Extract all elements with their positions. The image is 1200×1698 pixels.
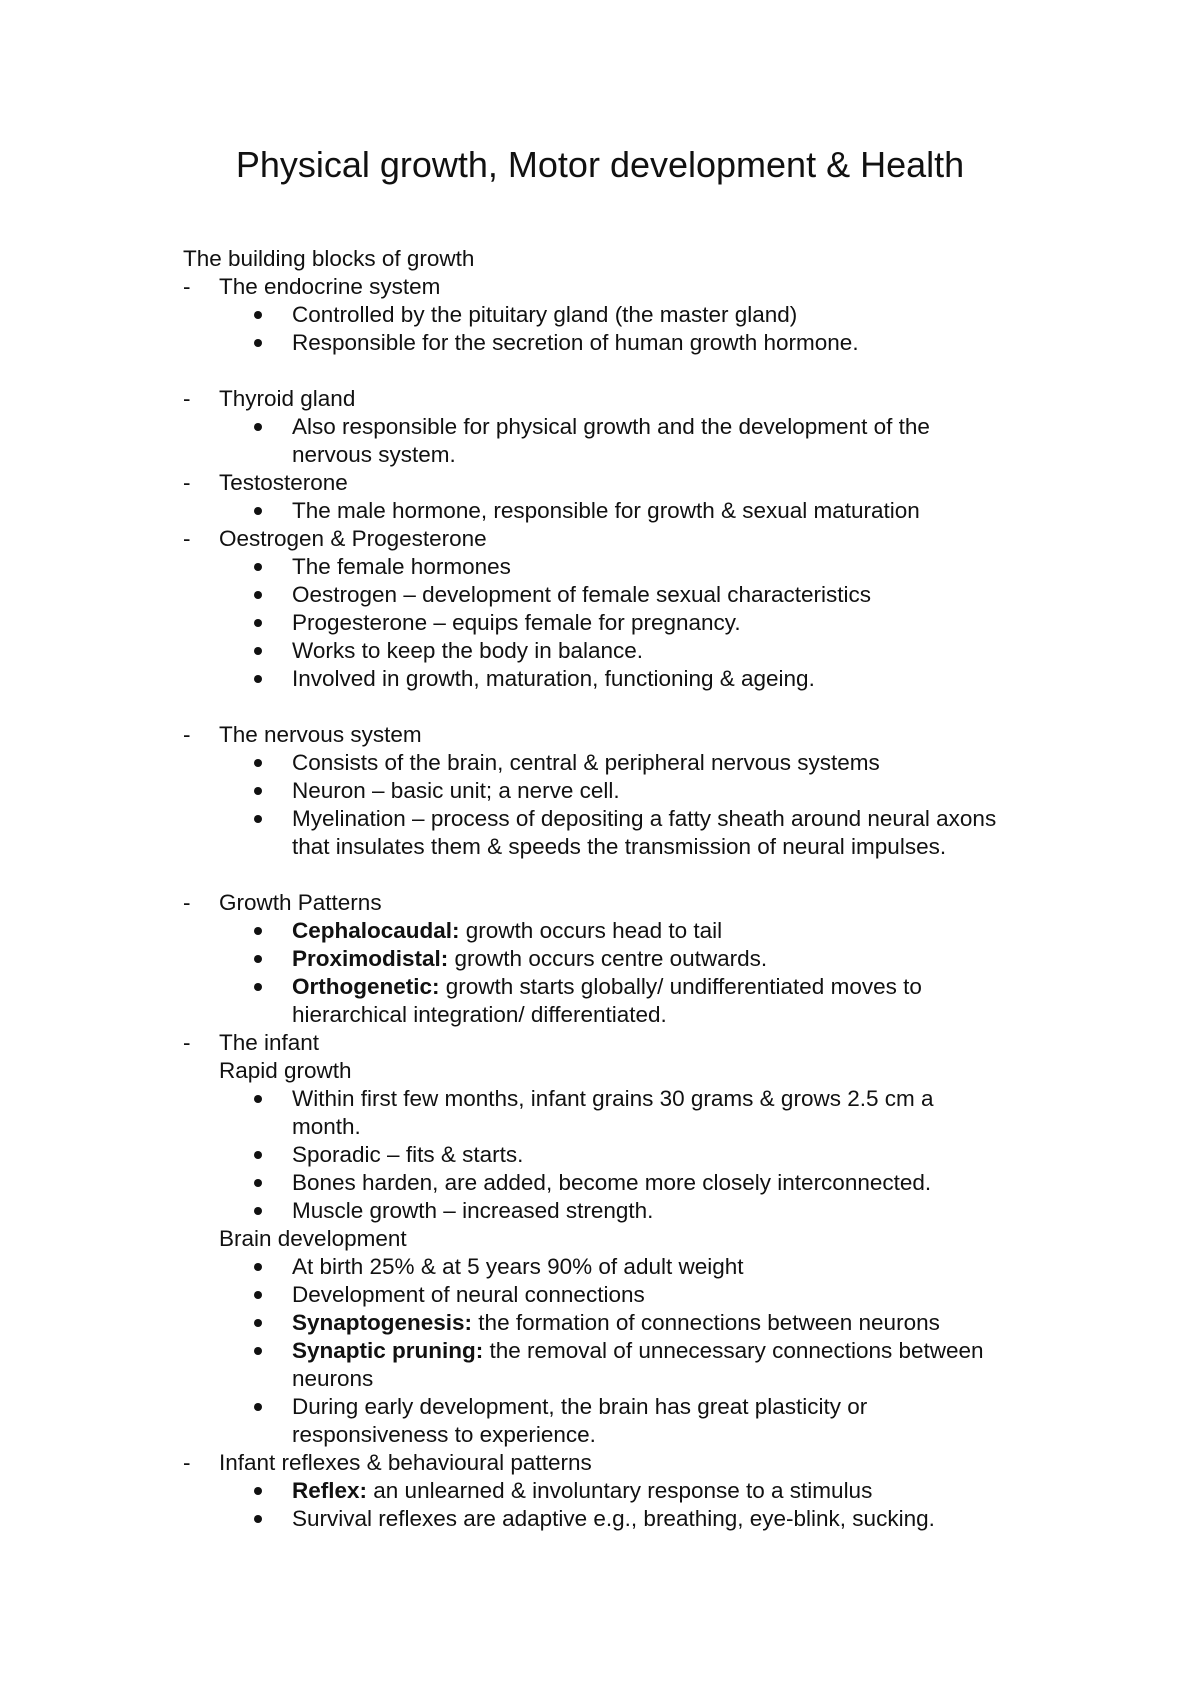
list-item: Also responsible for physical growth and the development of the [292, 414, 930, 439]
bullet-icon [254, 1291, 262, 1299]
definition: growth occurs head to tail [459, 918, 723, 943]
bullet-icon [254, 1347, 262, 1355]
bullet-icon [254, 1179, 262, 1187]
list-item: Muscle growth – increased strength. [292, 1198, 654, 1223]
definition: growth occurs centre outwards. [448, 946, 768, 971]
list-item: Oestrogen – development of female sexual characteristics [292, 582, 872, 607]
topic-infant-reflexes: Infant reflexes & behavioural patterns [219, 1450, 592, 1475]
list-item: The male hormone, responsible for growth & sexual maturation [292, 498, 920, 523]
topic-endocrine: The endocrine system [219, 274, 441, 299]
bullet-icon [254, 927, 262, 935]
list-item-continuation: neurons [292, 1366, 374, 1391]
bullet-icon [254, 1095, 262, 1103]
dash-marker: - [183, 890, 191, 915]
list-item [292, 945, 767, 973]
term: Synaptic pruning: [292, 1338, 484, 1363]
bullet-icon [254, 423, 262, 431]
bullet-icon [254, 507, 262, 515]
term: Orthogenetic: [292, 974, 440, 999]
bullet-icon [254, 311, 262, 319]
list-item [292, 973, 922, 1001]
bullet-icon [254, 647, 262, 655]
definition: the removal of unnecessary connections between [483, 1338, 984, 1363]
definition: an unlearned & involuntary response to a stimulus [367, 1478, 873, 1503]
bullet-icon [254, 1263, 262, 1271]
bullet-icon [254, 1403, 262, 1411]
list-item-continuation: hierarchical integration/ differentiated. [292, 1002, 667, 1027]
page-title: Physical growth, Motor development & Health [235, 144, 965, 185]
list-item [292, 1337, 984, 1365]
dash-marker: - [183, 722, 191, 747]
bullet-icon [254, 591, 262, 599]
list-item: At birth 25% & at 5 years 90% of adult weight [292, 1254, 744, 1279]
list-item: Involved in growth, maturation, functioning & ageing. [292, 666, 815, 691]
term: Proximodistal: [292, 946, 449, 971]
list-item [292, 917, 722, 945]
dash-marker: - [183, 470, 191, 495]
definition: the formation of connections between neurons [472, 1310, 940, 1335]
list-item [292, 1477, 872, 1505]
list-item: Consists of the brain, central & peripheral nervous systems [292, 750, 880, 775]
topic-testosterone: Testosterone [219, 470, 348, 495]
term: Cephalocaudal: [292, 918, 460, 943]
section-heading: The building blocks of growth [183, 246, 475, 271]
list-item: Controlled by the pituitary gland (the master gland) [292, 302, 798, 327]
bullet-icon [254, 1487, 262, 1495]
dash-marker: - [183, 274, 191, 299]
list-item: Works to keep the body in balance. [292, 638, 644, 663]
subheading-brain-development: Brain development [219, 1226, 407, 1251]
term: Reflex: [292, 1478, 368, 1503]
bullet-icon [254, 955, 262, 963]
list-item: Responsible for the secretion of human growth hormone. [292, 330, 859, 355]
bullet-icon [254, 563, 262, 571]
subheading-rapid-growth: Rapid growth [219, 1058, 352, 1083]
dash-marker: - [183, 526, 191, 551]
list-item: Survival reflexes are adaptive e.g., breathing, eye-blink, sucking. [292, 1506, 935, 1531]
list-item: Bones harden, are added, become more closely interconnected. [292, 1170, 932, 1195]
list-item: Myelination – process of depositing a fatty sheath around neural axons [292, 806, 997, 831]
bullet-icon [254, 983, 262, 991]
dash-marker: - [183, 1030, 191, 1055]
term: Synaptogenesis: [292, 1310, 473, 1335]
bullet-icon [254, 339, 262, 347]
list-item: Progesterone – equips female for pregnancy. [292, 610, 741, 635]
list-item-continuation: responsiveness to experience. [292, 1422, 596, 1447]
topic-growth-patterns: Growth Patterns [219, 890, 382, 915]
bullet-icon [254, 1319, 262, 1327]
topic-thyroid: Thyroid gland [219, 386, 356, 411]
list-item: The female hormones [292, 554, 511, 579]
definition: growth starts globally/ undifferentiated moves to [439, 974, 922, 999]
bullet-icon [254, 787, 262, 795]
dash-marker: - [183, 386, 191, 411]
topic-nervous-system: The nervous system [219, 722, 422, 747]
list-item: During early development, the brain has great plasticity or [292, 1394, 868, 1419]
bullet-icon [254, 1515, 262, 1523]
list-item: Sporadic – fits & starts. [292, 1142, 524, 1167]
dash-marker: - [183, 1450, 191, 1475]
bullet-icon [254, 815, 262, 823]
bullet-icon [254, 759, 262, 767]
list-item-continuation: month. [292, 1114, 361, 1139]
list-item: Development of neural connections [292, 1282, 645, 1307]
list-item-continuation: that insulates them & speeds the transmission of neural impulses. [292, 834, 947, 859]
list-item: Neuron – basic unit; a nerve cell. [292, 778, 620, 803]
topic-oestrogen: Oestrogen & Progesterone [219, 526, 487, 551]
list-item: Within first few months, infant grains 30 grams & grows 2.5 cm a [292, 1086, 934, 1111]
bullet-icon [254, 619, 262, 627]
list-item [292, 1309, 940, 1337]
list-item-continuation: nervous system. [292, 442, 456, 467]
topic-infant: The infant [219, 1030, 320, 1055]
bullet-icon [254, 675, 262, 683]
bullet-icon [254, 1151, 262, 1159]
bullet-icon [254, 1207, 262, 1215]
